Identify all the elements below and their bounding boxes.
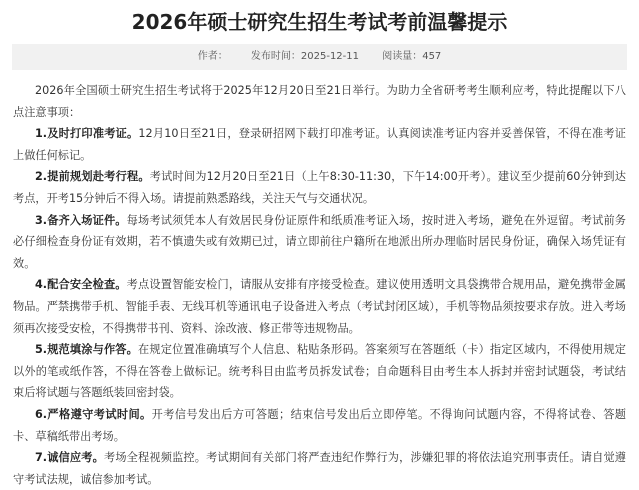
notice-body: 每场考试须凭本人有效居民身份证原件和纸质准考证入场，按时进入考场，避免在外逗留。考试前务必仔细检查身份证有效期，若不慎遗失或有效期已过，请立即前往户籍所在地派出所办理临时居民身份证，确保入场凭证有效。	[13, 213, 626, 270]
article-body	[13, 80, 626, 490]
notice-body: 开考信号发出后方可答题；结束信号发出后立即停笔。不得询问试题内容，不得将试卷、答题卡、草稿纸带出考场。	[13, 407, 626, 443]
notice-item-2	[13, 166, 626, 209]
views-label: 阅读量：	[382, 51, 423, 62]
notice-item-1	[13, 123, 626, 166]
notice-item-4	[13, 274, 626, 339]
notice-body: 考场全程视频监控。考试期间有关部门将严查违纪作弊行为，涉嫌犯罪的将依法追究刑事责任。请自觉遵守考试法规，诚信参加考试。	[13, 451, 626, 486]
notice-item-3	[13, 210, 626, 275]
publish-date-label: 发布时间：	[250, 51, 301, 62]
notice-body: 考点设置智能安检门，请服从安排有序接受检查。建议使用透明文具袋携带合规用品，避免携带金属物品。严禁携带手机、智能手表、无线耳机等通讯电子设备进入考点（考试封闭区域），手机等物品须按要求存放。进入考场须再次接受安检，不得携带书刊、资料、涂改液、修正带等违规物品。	[13, 278, 626, 335]
notice-item-6	[13, 404, 626, 447]
notice-heading: 2.提前规划赴考行程。	[35, 170, 150, 184]
notice-heading: 5.规范填涂与作答。	[35, 343, 139, 357]
author-field	[198, 51, 228, 62]
publish-date-field	[251, 51, 359, 62]
notice-heading: 4.配合安全检查。	[35, 278, 127, 292]
page-title: 2026年硕士研究生招生考试考前温馨提示	[131, 10, 508, 34]
views-value: 457	[422, 51, 442, 62]
notice-body: 12月10日至21日，登录研招网下载打印准考证。认真阅读准考证内容并妥善保管，不得在准考证上做任何标记。	[13, 127, 626, 162]
author-label: 作者：	[197, 51, 228, 62]
notice-heading: 3.备齐入场证件。	[35, 213, 127, 227]
notice-heading: 7.诚信应考。	[35, 451, 104, 465]
notice-item-7	[13, 447, 626, 490]
notice-body: 考试时间为12月20日至21日（上午8:30-11:30，下午14:00开考）。建议至少提前60分钟到达考点，开考15分钟后不得入场。请提前熟悉路线，关注天气与交通状况。	[13, 170, 626, 205]
notice-item-5	[13, 339, 626, 404]
notice-heading: 6.严格遵守考试时间。	[35, 407, 152, 421]
article-intro: 2026年全国硕士研究生招生考试将于2025年12月20日至21日举行。为助力全省研考考生顺利应考，特此提醒以下八点注意事项：	[13, 84, 626, 119]
article-meta-bar	[12, 44, 627, 70]
views-field	[382, 51, 441, 62]
notice-heading: 1.及时打印准考证。	[35, 127, 139, 141]
notice-body: 在规定位置准确填写个人信息、粘贴条形码。答案须写在答题纸（卡）指定区域内，不得使用规定以外的笔或纸作答，不得在答卷上做标记。统考科目由监考员拆发试卷；自命题科目由考生本人拆封并密封试题袋，考试结束后将试题与答题纸装回密封袋。	[13, 343, 626, 400]
publish-date-value: 2025-12-11	[300, 51, 360, 62]
